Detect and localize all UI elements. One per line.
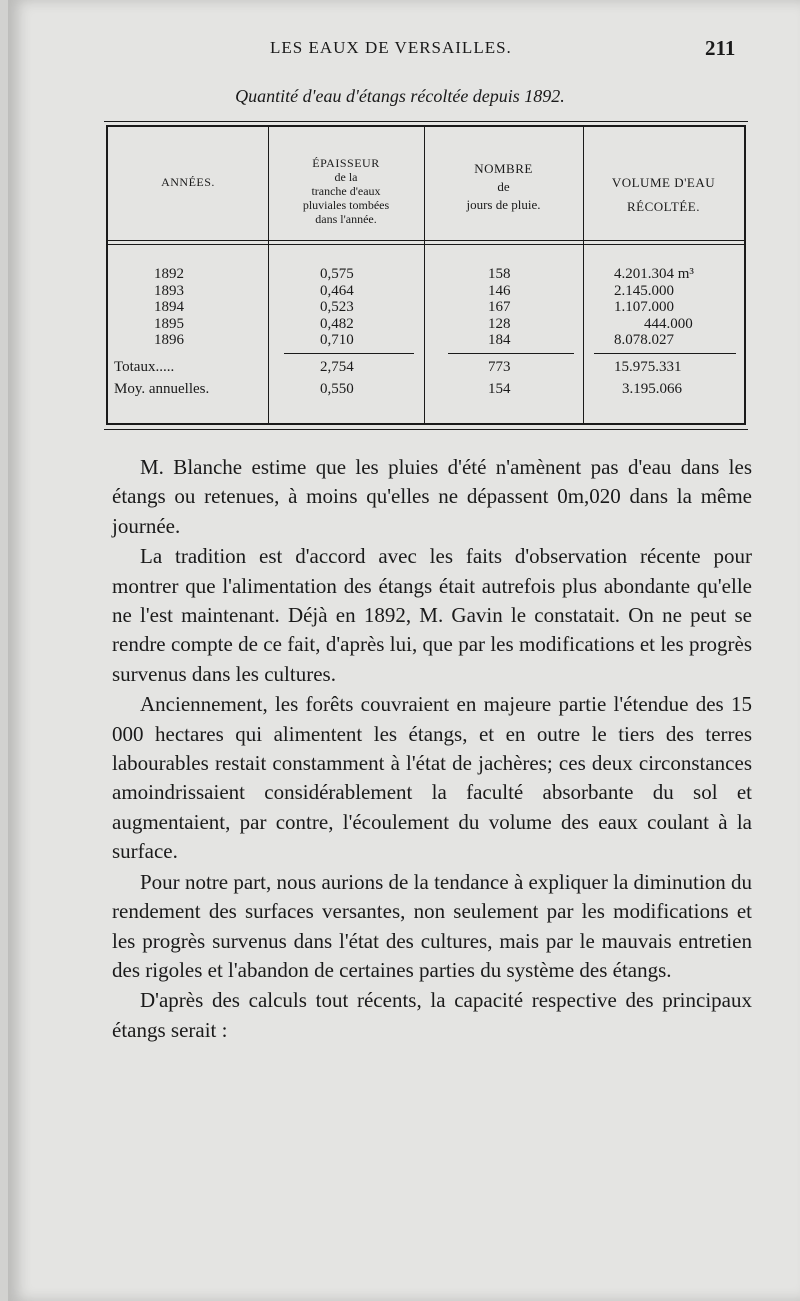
table-cell: 184	[488, 332, 511, 348]
header-rule	[108, 240, 744, 241]
page-number: 211	[705, 36, 736, 60]
table-cell: 167	[488, 299, 511, 315]
table-cell: 3.195.066	[622, 381, 682, 397]
table-cell: 15.975.331	[614, 359, 682, 375]
paragraph: M. Blanche estime que les pluies d'été n'amènent pas d'eau dans les étangs ou retenues, à moins qu'elles ne dépassent 0m,020 dans la même journée.	[112, 455, 752, 538]
table-cell: 128	[488, 315, 511, 332]
table-cell: 0,482	[320, 315, 354, 332]
summary-labels	[114, 359, 209, 398]
table-cell: 773	[488, 359, 511, 375]
table-cell: 444.000	[644, 315, 693, 332]
body-text	[112, 453, 752, 1046]
paragraph: Pour notre part, nous aurions de la tendance à expliquer la diminution du rendement des surfaces versantes, non seulement par les modifications et les progrès survenus dans l'état des cultures, mais par le mauvais entretien des rigoles et l'abandon de certaines parties du système des étangs.	[112, 869, 752, 982]
table-cell: 0,550	[320, 381, 354, 397]
table-cell: 146	[488, 282, 511, 299]
header-thickness: ÉPAISSEUR de la tranche d'eaux pluviales tombées dans l'année.	[302, 156, 390, 226]
table-cell: 1894	[154, 299, 184, 315]
table-cell: 1.107.000	[614, 299, 674, 315]
table-cell: 2,754	[320, 359, 354, 375]
table-cell: 1896	[154, 332, 184, 348]
paragraph: Anciennement, les forêts couvraient en majeure partie l'étendue des 15 000 hectares qui alimentent les étangs, et en outre le tiers des terres labourables restait constamment à l'état de jachères; ces deux circonstances amoindrissaient considérablement la faculté absorbante du sol et augmentaient, par contre, l'écoulement du volume des eaux coulant à la surface.	[112, 692, 752, 864]
running-title: LES EAUX DE VERSAILLES.	[270, 38, 512, 57]
paragraph: D'après des calculs tout récents, la capacité respective des principaux étangs serait :	[112, 988, 752, 1042]
header-rain-days: NOMBRE de jours de pluie.	[466, 161, 541, 212]
years-column	[154, 266, 184, 349]
summary-days	[488, 359, 511, 398]
table-cell: 2.145.000	[614, 282, 674, 299]
header-volume: VOLUME D'EAU RÉCOLTÉE.	[611, 175, 716, 214]
totals-label: Totaux.....	[114, 359, 175, 375]
table-caption: Quantité d'eau d'étangs récoltée depuis 1892.	[235, 86, 565, 106]
thickness-column	[320, 266, 354, 349]
sum-rule	[284, 353, 414, 354]
volume-column	[614, 266, 694, 349]
table-cell: 0,710	[320, 332, 354, 348]
running-header	[0, 36, 800, 66]
table-cell: 158	[488, 266, 511, 282]
table-cell: 8.078.027	[614, 332, 674, 348]
rainfall-table	[106, 125, 746, 425]
table-cell: 0,575	[320, 266, 354, 282]
table-cell: 4.201.304 m³	[614, 266, 694, 282]
header-rule	[108, 244, 744, 245]
rain-days-column	[488, 266, 511, 349]
sum-rule	[448, 353, 574, 354]
table-cell: 1893	[154, 282, 184, 299]
table-cell: 0,464	[320, 282, 354, 299]
header-years: ANNÉES.	[161, 175, 215, 189]
summary-thickness	[320, 359, 354, 398]
table-cell: 1892	[154, 266, 184, 282]
averages-label: Moy. annuelles.	[114, 381, 210, 397]
table-cell: 1895	[154, 315, 184, 332]
table-cell: 154	[488, 381, 511, 397]
paragraph: La tradition est d'accord avec les faits d'observation récente pour montrer que l'alimentation des étangs était autrefois plus abondante qu'elle ne l'est maintenant. Déjà en 1892, M. Gavin le constatait. On ne peut se rendre compte de ce fait, d'après lui, que par les modifications et les progrès survenus dans les cultures.	[112, 544, 752, 686]
summary-volume	[614, 359, 682, 398]
sum-rule	[594, 353, 736, 354]
table-cell: 0,523	[320, 299, 354, 315]
